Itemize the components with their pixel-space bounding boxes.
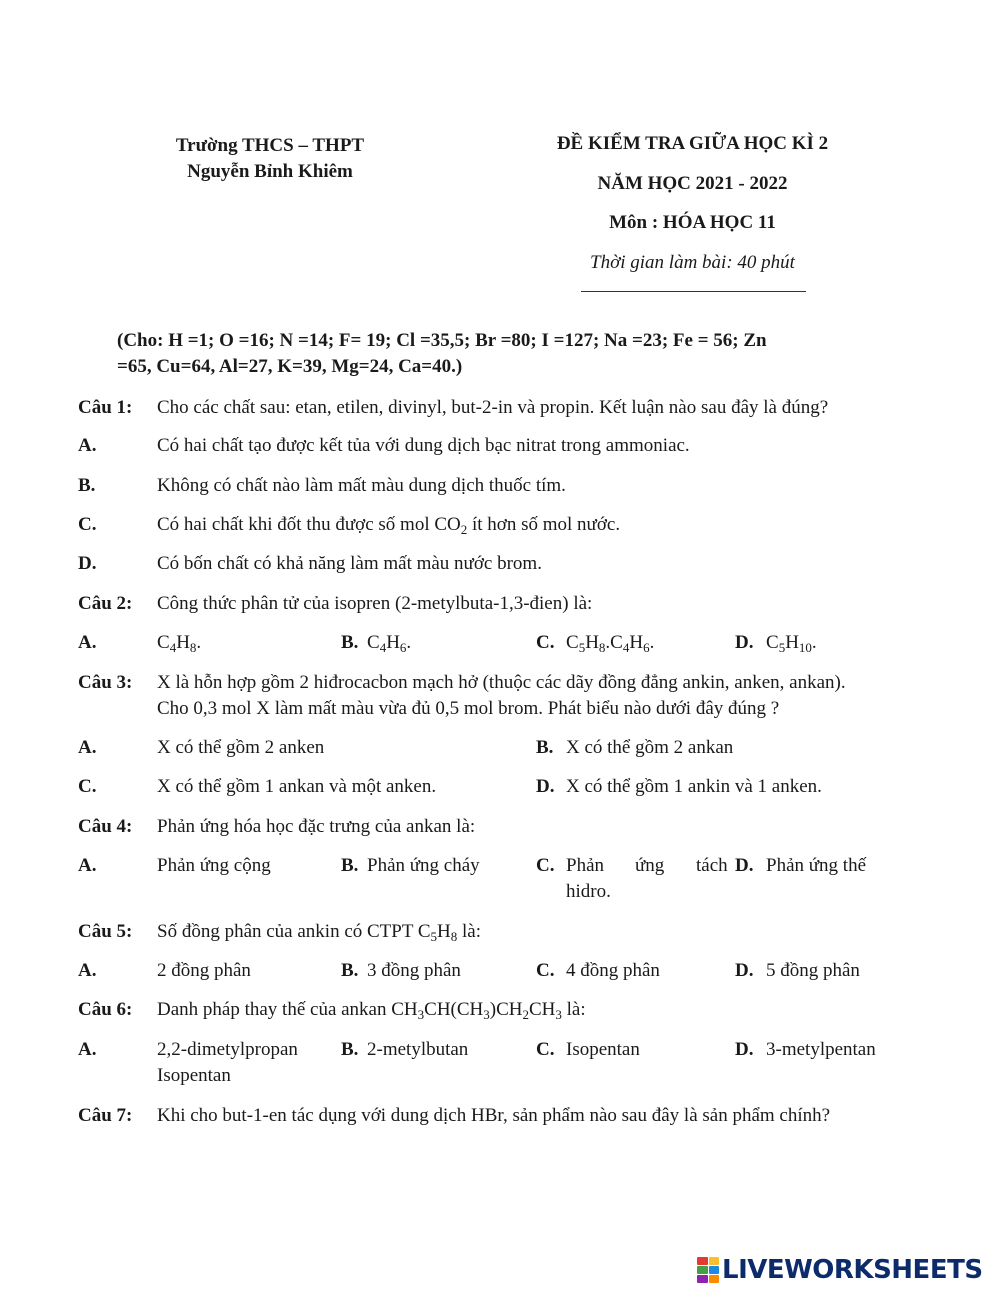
q6-option-b: 2-metylbutan	[367, 1039, 469, 1060]
q6-option-a-line2: Isopentan	[157, 1065, 231, 1086]
q5-option-a-label: A.	[78, 960, 97, 981]
q5-option-d: 5 đồng phân	[766, 960, 860, 981]
school-name-line1: Trường THCS – THPT	[175, 135, 365, 156]
q3-option-a: X có thể gồm 2 anken	[157, 737, 325, 758]
q3-option-a-label: A.	[78, 737, 97, 758]
q1-option-c: Có hai chất khi đốt thu được số mol $CO_2$ ít hơn số mol nước.	[157, 514, 621, 537]
q4-option-c-word4: hidro.	[566, 881, 611, 902]
q2-option-b: $C_4H_6$.	[367, 632, 412, 655]
q3-label: Câu 3:	[78, 672, 133, 693]
q1-option-c-label: C.	[78, 514, 97, 535]
q5-option-b-label: B.	[341, 960, 359, 981]
exam-time: Thời gian làm bài: 40 phút	[590, 252, 795, 273]
logo-block	[709, 1257, 720, 1265]
q4-option-b-label: B.	[341, 855, 359, 876]
q7-text: Khi cho but-1-en tác dụng với dung dịch HBr, sản phẩm nào sau đây là sản phẩm chính?	[157, 1105, 831, 1126]
logo-block	[697, 1275, 708, 1283]
q5-option-d-label: D.	[735, 960, 754, 981]
liveworksheets-logo-text: LIVEWORKSHEETS	[722, 1255, 983, 1285]
school-year: NĂM HỌC 2021 - 2022	[597, 173, 788, 194]
q4-option-c-word3: tách	[696, 855, 728, 876]
q3-option-b-label: B.	[536, 737, 554, 758]
given-masses-line2: =65, Cu=64, Al=27, K=39, Mg=24, Ca=40.)	[117, 356, 463, 377]
q3-text-line1: X là hỗn hợp gồm 2 hiđrocacbon mạch hở (thuộc các dãy đồng đẳng ankin, anken, ankan).	[157, 672, 846, 693]
q2-option-a-label: A.	[78, 632, 97, 653]
q5-option-c: 4 đồng phân	[566, 960, 660, 981]
q6-option-c: Isopentan	[566, 1039, 640, 1060]
q5-option-c-label: C.	[536, 960, 555, 981]
q1-option-d: Có bốn chất có khả năng làm mất màu nước brom.	[157, 553, 542, 574]
logo-block	[709, 1266, 720, 1274]
exam-title: ĐỀ KIỂM TRA GIỮA HỌC KÌ 2	[556, 133, 829, 154]
q4-option-a-label: A.	[78, 855, 97, 876]
q6-option-d-label: D.	[735, 1039, 754, 1060]
q4-option-c-word1: Phản	[566, 855, 604, 876]
q5-label: Câu 5:	[78, 921, 133, 942]
q1-option-b: Không có chất nào làm mất màu dung dịch thuốc tím.	[157, 475, 566, 496]
q1-option-a: Có hai chất tạo được kết tủa với dung dịch bạc nitrat trong ammoniac.	[157, 435, 690, 456]
q4-option-c-word2: ứng	[635, 855, 665, 876]
q3-option-c-label: C.	[78, 776, 97, 797]
school-name-line2: Nguyễn Bỉnh Khiêm	[187, 161, 353, 182]
q1-option-d-label: D.	[78, 553, 97, 574]
q5-option-a: 2 đồng phân	[157, 960, 251, 981]
logo-block	[709, 1275, 720, 1283]
q3-option-d: X có thể gồm 1 ankin và 1 anken.	[566, 776, 822, 797]
logo-block	[697, 1266, 708, 1274]
q4-option-c-label: C.	[536, 855, 555, 876]
q6-option-a-label: A.	[78, 1039, 97, 1060]
q1-label: Câu 1:	[78, 397, 133, 418]
q3-option-b: X có thể gồm 2 ankan	[566, 737, 734, 758]
q6-option-c-label: C.	[536, 1039, 555, 1060]
q6-option-a: 2,2-dimetylpropan	[157, 1039, 298, 1060]
q1-option-b-label: B.	[78, 475, 96, 496]
q5-option-b: 3 đồng phân	[367, 960, 461, 981]
q2-option-c: $C_5H_8.C_4H_6$.	[566, 632, 655, 655]
logo-block	[697, 1257, 708, 1265]
q2-option-d-label: D.	[735, 632, 754, 653]
given-masses-line1: (Cho: H =1; O =16; N =14; F= 19; Cl =35,5; Br =80; I =127; Na =23; Fe = 56; Zn	[117, 330, 767, 351]
q3-option-c: X có thể gồm 1 ankan và một anken.	[157, 776, 437, 797]
q2-option-a: $C_4H_8$.	[157, 632, 202, 655]
q3-option-d-label: D.	[536, 776, 555, 797]
q6-option-b-label: B.	[341, 1039, 359, 1060]
subject: Môn : HÓA HỌC 11	[609, 212, 776, 233]
q1-option-a-label: A.	[78, 435, 97, 456]
q4-option-b: Phản ứng cháy	[367, 855, 480, 876]
q3-text-line2: Cho 0,3 mol X làm mất màu vừa đủ 0,5 mol brom. Phát biểu nào dưới đây đúng ?	[157, 698, 780, 719]
q1-text: Cho các chất sau: etan, etilen, divinyl, but-2-in và propin. Kết luận nào sau đây là đúng?	[157, 397, 829, 418]
q6-text: Danh pháp thay thế của ankan $CH_3CH(CH_3)CH_2CH_3$ là:	[157, 999, 586, 1022]
liveworksheets-logo-icon	[697, 1257, 719, 1283]
q2-option-c-label: C.	[536, 632, 555, 653]
q7-label: Câu 7:	[78, 1105, 133, 1126]
liveworksheets-logo	[697, 1255, 983, 1285]
q4-option-d-label: D.	[735, 855, 754, 876]
q2-label: Câu 2:	[78, 593, 133, 614]
header-divider	[581, 291, 806, 292]
q2-option-b-label: B.	[341, 632, 359, 653]
q5-text: Số đồng phân của ankin có CTPT $C_5H_8$ là:	[157, 921, 482, 944]
q4-option-a: Phản ứng cộng	[157, 855, 271, 876]
q4-option-d: Phản ứng thế	[766, 855, 867, 876]
q4-label: Câu 4:	[78, 816, 133, 837]
q2-text: Công thức phân tử của isopren (2-metylbuta-1,3-đien) là:	[157, 593, 593, 614]
q6-label: Câu 6:	[78, 999, 133, 1020]
q2-option-d: $C_5H_{10}$.	[766, 632, 817, 655]
q6-option-d: 3-metylpentan	[766, 1039, 876, 1060]
q4-text: Phản ứng hóa học đặc trưng của ankan là:	[157, 816, 476, 837]
